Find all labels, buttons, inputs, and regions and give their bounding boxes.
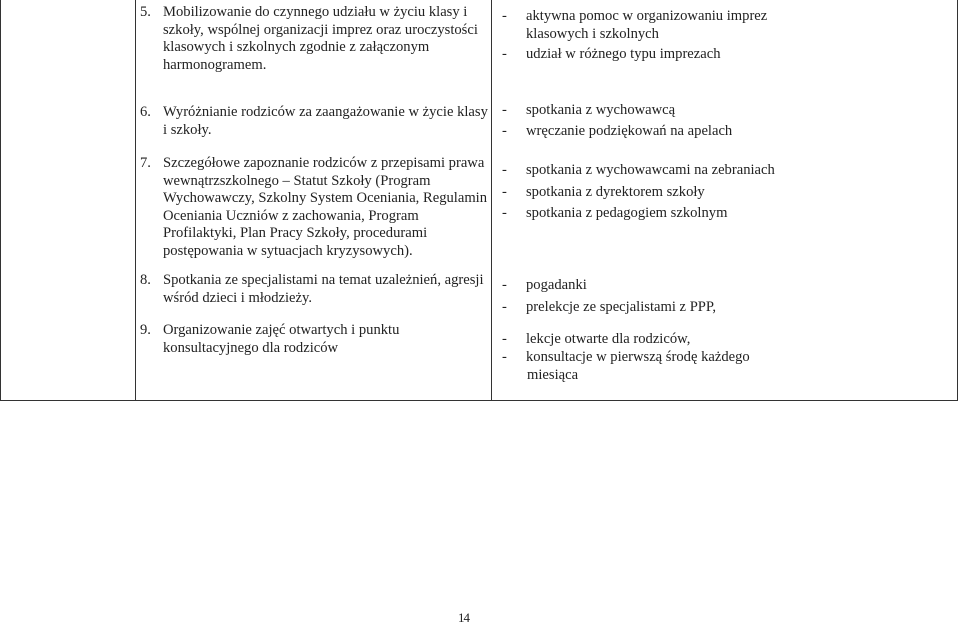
item-text: Wyróżnianie rodziców za zaangażowanie w życie klasy bbox=[163, 104, 488, 120]
item-number: 5. bbox=[140, 4, 151, 20]
item-number: 7. bbox=[140, 155, 151, 171]
table-column-divider-1 bbox=[135, 0, 136, 401]
table-column-divider-2 bbox=[491, 0, 492, 401]
item-text: Mobilizowanie do czynnego udziału w życiu klasy i szkoły, wspólnej organizacji imprez oraz uroczystości klasowych i szkolnych zgodnie z załączonym harmonogramem. bbox=[163, 4, 478, 73]
item-number: 6. bbox=[140, 104, 151, 120]
item-text: Spotkania ze specjalistami na temat uzależnień, agresji bbox=[163, 272, 484, 288]
item-number: 9. bbox=[140, 322, 151, 338]
table-left-border bbox=[0, 0, 1, 401]
page-number: 14 bbox=[458, 610, 469, 625]
item-text: Szczegółowe zapoznanie rodziców z przepisami prawa bbox=[163, 155, 485, 171]
item-text: Organizowanie zajęć otwartych i punktu bbox=[163, 322, 400, 338]
item-number: 8. bbox=[140, 272, 151, 288]
table-right-border bbox=[957, 0, 958, 401]
table-bottom-border bbox=[0, 400, 958, 401]
